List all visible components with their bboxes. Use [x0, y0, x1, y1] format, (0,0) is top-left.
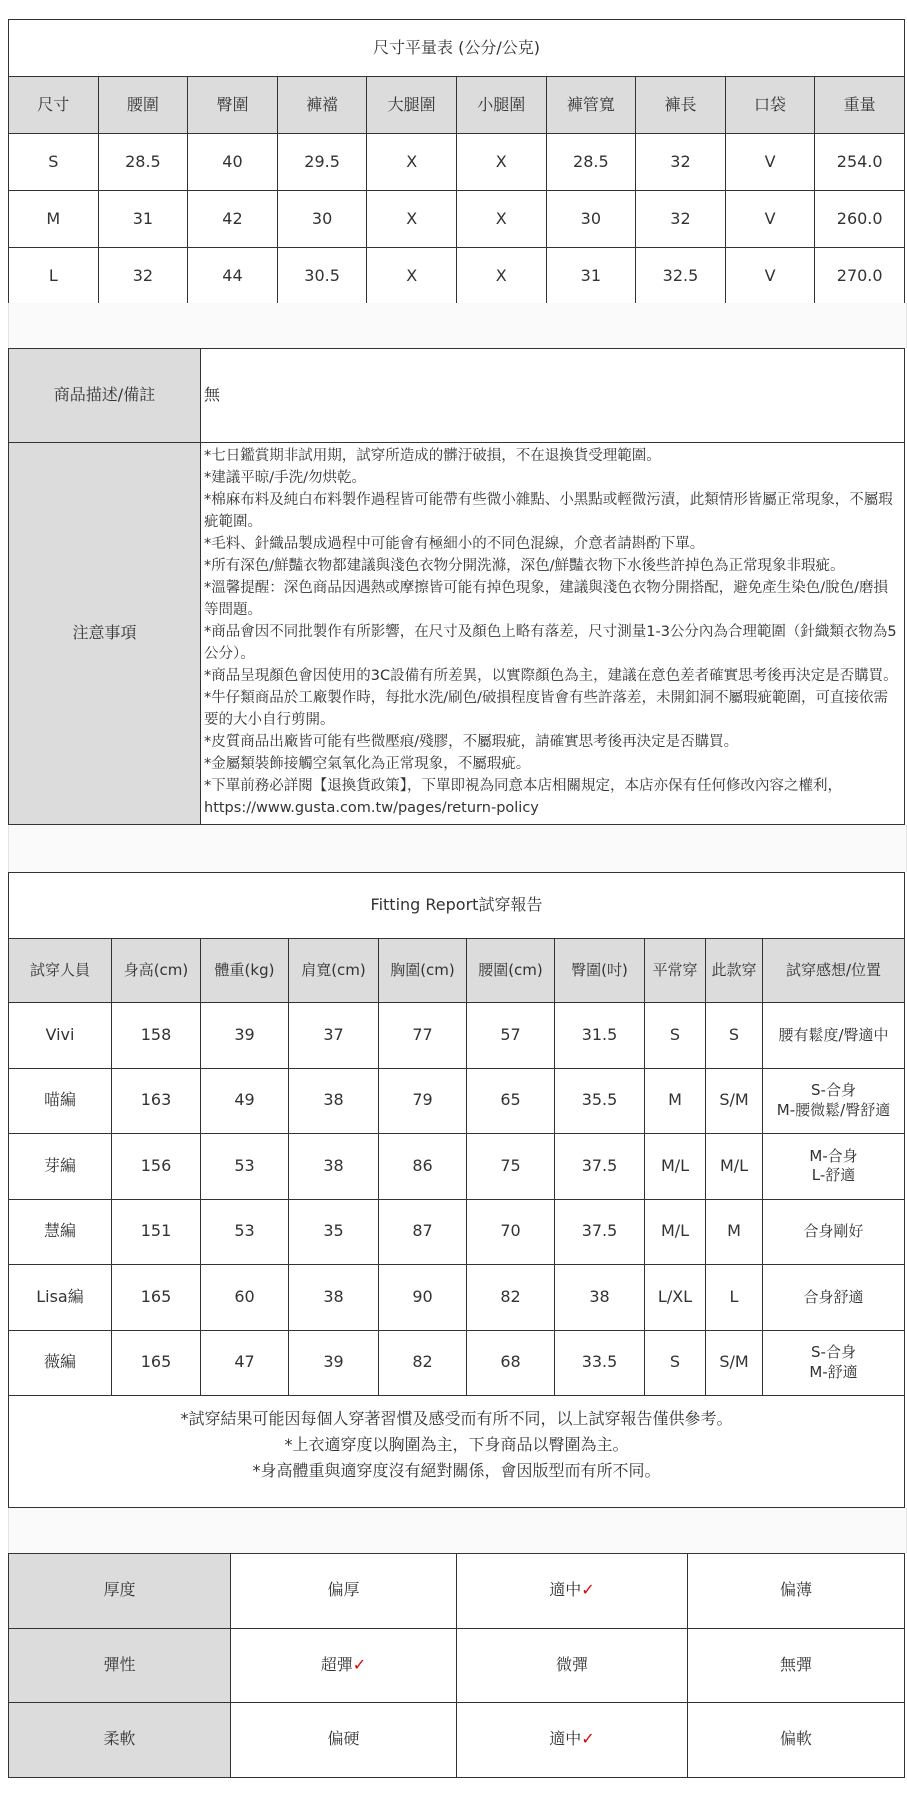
fitting-cell: 37 — [289, 1003, 379, 1069]
size-cell: 31 — [546, 248, 636, 305]
fabric-option — [231, 1554, 457, 1629]
size-table-title: 尺寸平量表 (公分/公克) — [9, 20, 905, 77]
fabric-row — [9, 1628, 905, 1703]
fabric-option — [231, 1628, 457, 1703]
fitting-cell: L — [706, 1265, 763, 1331]
fitting-cell: M/L — [706, 1134, 763, 1200]
fitting-cell: 82 — [379, 1330, 467, 1396]
note-item: *商品會因不同批製作有所影響，在尺寸及顏色上略有落差，尺寸測量1-3公分內為合理範圍（針織類衣物為5公分）。 — [204, 624, 897, 662]
fabric-option-label: 無彈 — [779, 1654, 812, 1674]
fitting-header-cell: 此款穿 — [706, 939, 763, 1003]
fitting-cell: 60 — [201, 1265, 289, 1331]
fitting-cell: 158 — [112, 1003, 201, 1069]
fitting-cell: 合身舒適 — [763, 1265, 905, 1331]
fitting-header-cell: 平常穿 — [645, 939, 706, 1003]
fabric-option — [457, 1554, 688, 1629]
size-header-cell: 褲管寬 — [546, 77, 636, 134]
fitting-cell: 37.5 — [555, 1134, 645, 1200]
fitting-header-cell: 腰圍(cm) — [467, 939, 555, 1003]
fabric-attribute-label: 厚度 — [9, 1554, 231, 1629]
fitting-cell: 31.5 — [555, 1003, 645, 1069]
note-item: *棉麻布料及純白布料製作過程皆可能帶有些微小雜點、小黑點或輕微污漬，此類情形皆屬正常現象，不屬瑕疵範圍。 — [204, 492, 893, 530]
fitting-cell: 68 — [467, 1330, 555, 1396]
size-cell: V — [725, 248, 815, 305]
size-header-cell: 口袋 — [725, 77, 815, 134]
size-header-cell: 褲長 — [636, 77, 726, 134]
fitting-cell: 82 — [467, 1265, 555, 1331]
fitting-cell: 75 — [467, 1134, 555, 1200]
fitting-cell: 57 — [467, 1003, 555, 1069]
fabric-row — [9, 1554, 905, 1629]
size-header-cell: 大腿圍 — [367, 77, 457, 134]
note-item: *毛料、針織品製成過程中可能會有極細小的不同色混線，介意者請斟酌下單。 — [204, 536, 705, 552]
fitting-cell: M — [645, 1068, 706, 1134]
fabric-option — [688, 1554, 905, 1629]
check-icon: ✓ — [352, 1654, 367, 1674]
fabric-option-label: 偏薄 — [779, 1580, 812, 1600]
size-cell: 270.0 — [815, 248, 905, 305]
note-item: *皮質商品出廠皆可能有些微壓痕/殘膠，不屬瑕疵，請確實思考後再決定是否購買。 — [204, 734, 739, 750]
check-icon: ✓ — [581, 1729, 595, 1749]
fabric-option — [231, 1703, 457, 1778]
fitting-cell: 163 — [112, 1068, 201, 1134]
fabric-option — [457, 1703, 688, 1778]
fitting-cell: 53 — [201, 1134, 289, 1200]
fitting-cell: L/XL — [645, 1265, 706, 1331]
return-policy-link[interactable]: https://www.gusta.com.tw/pages/return-policy — [204, 800, 539, 816]
fitting-cell: 87 — [379, 1199, 467, 1265]
fitting-cell: 35 — [289, 1199, 379, 1265]
fitting-cell: 37.5 — [555, 1199, 645, 1265]
fabric-attribute-label: 柔軟 — [9, 1703, 231, 1778]
fitting-header-cell: 胸圍(cm) — [379, 939, 467, 1003]
fitting-row — [9, 1068, 905, 1134]
fitting-cell: 53 — [201, 1199, 289, 1265]
fabric-attribute-label: 彈性 — [9, 1628, 231, 1703]
check-icon: ✓ — [581, 1580, 595, 1600]
fitting-header-cell: 試穿感想/位置 — [763, 939, 905, 1003]
fitting-cell: 38 — [289, 1134, 379, 1200]
fitting-cell: 77 — [379, 1003, 467, 1069]
fitting-cell: 70 — [467, 1199, 555, 1265]
footnote: *上衣適穿度以胸圍為主，下身商品以臀圍為主。 — [284, 1435, 629, 1454]
note-item: *下單前務必詳閱【退換貨政策】，下單即視為同意本店相關規定，本店亦保有任何修改內容之權利， — [204, 778, 842, 794]
size-cell: X — [367, 134, 457, 191]
fabric-option — [457, 1628, 688, 1703]
fitting-cell: 39 — [289, 1330, 379, 1396]
fitting-cell: 47 — [201, 1330, 289, 1396]
size-cell: X — [456, 134, 546, 191]
spacer — [8, 303, 907, 348]
size-row — [9, 191, 905, 248]
size-cell: M — [9, 191, 99, 248]
note-item: *建議平晾/手洗/勿烘乾。 — [204, 470, 367, 486]
fitting-cell: M — [706, 1199, 763, 1265]
fabric-option — [688, 1628, 905, 1703]
size-cell: 32.5 — [636, 248, 726, 305]
size-cell: 44 — [188, 248, 278, 305]
fitting-cell: 35.5 — [555, 1068, 645, 1134]
size-cell: V — [725, 191, 815, 248]
fitting-cell: M/L — [645, 1134, 706, 1200]
fitting-header-cell: 身高(cm) — [112, 939, 201, 1003]
fitting-cell: 90 — [379, 1265, 467, 1331]
size-cell: 29.5 — [277, 134, 367, 191]
fitting-row — [9, 1265, 905, 1331]
fitting-cell: 薇編 — [9, 1330, 112, 1396]
fitting-cell: 86 — [379, 1134, 467, 1200]
fabric-option-label: 微彈 — [555, 1654, 588, 1674]
fitting-cell: 79 — [379, 1068, 467, 1134]
size-table — [8, 19, 905, 305]
fabric-feel-table — [8, 1553, 905, 1778]
size-header-cell: 臀圍 — [188, 77, 278, 134]
size-header-cell: 褲襠 — [277, 77, 367, 134]
size-cell: X — [456, 191, 546, 248]
fitting-cell: 65 — [467, 1068, 555, 1134]
size-header-cell: 尺寸 — [9, 77, 99, 134]
fitting-header-cell: 臀圍(吋) — [555, 939, 645, 1003]
fabric-option — [688, 1703, 905, 1778]
notes-list — [201, 443, 905, 825]
note-item: *溫馨提醒：深色商品因遇熱或摩擦皆可能有掉色現象，建議與淺色衣物分開搭配，避免產生染色/脫色/磨損等問題。 — [204, 580, 889, 618]
fitting-cell: 芽編 — [9, 1134, 112, 1200]
footnote: *身高體重與適穿度沒有絕對關係，會因版型而有所不同。 — [252, 1461, 661, 1480]
fitting-report-title: Fitting Report試穿報告 — [9, 873, 905, 939]
fabric-option-label: 適中 — [549, 1580, 582, 1600]
fitting-cell: 喵編 — [9, 1068, 112, 1134]
fitting-header-cell: 肩寬(cm) — [289, 939, 379, 1003]
size-cell: S — [9, 134, 99, 191]
fitting-cell: 合身剛好 — [763, 1199, 905, 1265]
fabric-row — [9, 1703, 905, 1778]
fitting-cell: S/M — [706, 1068, 763, 1134]
description-value: 無 — [201, 349, 905, 443]
size-cell: 28.5 — [546, 134, 636, 191]
fabric-option-label: 適中 — [549, 1729, 582, 1749]
fitting-cell: 156 — [112, 1134, 201, 1200]
fitting-cell: M-合身 L-舒適 — [763, 1134, 905, 1200]
fitting-cell: 38 — [555, 1265, 645, 1331]
fitting-cell: S — [645, 1330, 706, 1396]
fitting-row — [9, 1199, 905, 1265]
fabric-option-label: 偏軟 — [779, 1729, 812, 1749]
size-cell: 260.0 — [815, 191, 905, 248]
size-header-cell: 腰圍 — [98, 77, 188, 134]
fitting-cell: S — [706, 1003, 763, 1069]
fitting-cell: 38 — [289, 1265, 379, 1331]
fabric-option-label: 超彈 — [320, 1654, 353, 1674]
fitting-footnotes — [9, 1396, 905, 1508]
size-cell: X — [456, 248, 546, 305]
fitting-cell: 39 — [201, 1003, 289, 1069]
fitting-cell: 165 — [112, 1265, 201, 1331]
spacer — [8, 1508, 907, 1553]
fitting-cell: S — [645, 1003, 706, 1069]
size-cell: 30.5 — [277, 248, 367, 305]
fitting-cell: 慧編 — [9, 1199, 112, 1265]
size-cell: L — [9, 248, 99, 305]
fitting-header-cell: 體重(kg) — [201, 939, 289, 1003]
fitting-cell: S-合身 M-腰微鬆/臀舒適 — [763, 1068, 905, 1134]
fitting-cell: 腰有鬆度/臀適中 — [763, 1003, 905, 1069]
fitting-cell: 165 — [112, 1330, 201, 1396]
note-item: *牛仔類商品於工廠製作時，每批水洗/刷色/破損程度皆會有些許落差，未開釦洞不屬瑕疵範圍，可直接依需要的大小自行剪開。 — [204, 690, 889, 728]
fitting-cell: Vivi — [9, 1003, 112, 1069]
size-header-cell: 重量 — [815, 77, 905, 134]
fitting-cell: 38 — [289, 1068, 379, 1134]
size-cell: 42 — [188, 191, 278, 248]
size-cell: V — [725, 134, 815, 191]
size-cell: 40 — [188, 134, 278, 191]
size-cell: 32 — [98, 248, 188, 305]
size-cell: X — [367, 191, 457, 248]
fitting-report-table — [8, 872, 905, 1508]
fabric-option-label: 偏硬 — [327, 1729, 360, 1749]
fitting-cell: 151 — [112, 1199, 201, 1265]
size-cell: X — [367, 248, 457, 305]
spacer — [8, 825, 907, 872]
size-cell: 254.0 — [815, 134, 905, 191]
note-item: *所有深色/鮮豔衣物都建議與淺色衣物分開洗滌，深色/鮮豔衣物下水後些許掉色為正常現象非瑕疵。 — [204, 558, 845, 574]
size-cell: 32 — [636, 134, 726, 191]
fitting-cell: 49 — [201, 1068, 289, 1134]
fitting-row — [9, 1134, 905, 1200]
size-row — [9, 134, 905, 191]
fitting-cell: S-合身 M-舒適 — [763, 1330, 905, 1396]
size-cell: 30 — [277, 191, 367, 248]
fitting-row — [9, 1330, 905, 1396]
fitting-row — [9, 1003, 905, 1069]
fitting-header-cell: 試穿人員 — [9, 939, 112, 1003]
size-cell: 30 — [546, 191, 636, 248]
note-item: *金屬類裝飾接觸空氣氧化為正常現象，不屬瑕疵。 — [204, 756, 531, 772]
size-row — [9, 248, 905, 305]
fitting-cell: 33.5 — [555, 1330, 645, 1396]
note-item: *七日鑑賞期非試用期，試穿所造成的髒汙破損，不在退換貨受理範圍。 — [204, 448, 661, 464]
note-item: *商品呈現顏色會因使用的3C設備有所差異，以實際顏色為主，建議在意色差者確實思考後再決定是否購買。 — [204, 668, 898, 684]
fitting-cell: S/M — [706, 1330, 763, 1396]
product-info-table — [8, 348, 905, 825]
description-label: 商品描述/備註 — [9, 349, 201, 443]
fitting-cell: M/L — [645, 1199, 706, 1265]
fitting-cell: Lisa編 — [9, 1265, 112, 1331]
size-header-cell: 小腿圍 — [456, 77, 546, 134]
fabric-option-label: 偏厚 — [327, 1580, 360, 1600]
notes-label: 注意事項 — [9, 443, 201, 825]
footnote: *試穿結果可能因每個人穿著習慣及感受而有所不同，以上試穿報告僅供參考。 — [180, 1409, 733, 1428]
size-cell: 28.5 — [98, 134, 188, 191]
size-cell: 31 — [98, 191, 188, 248]
size-cell: 32 — [636, 191, 726, 248]
